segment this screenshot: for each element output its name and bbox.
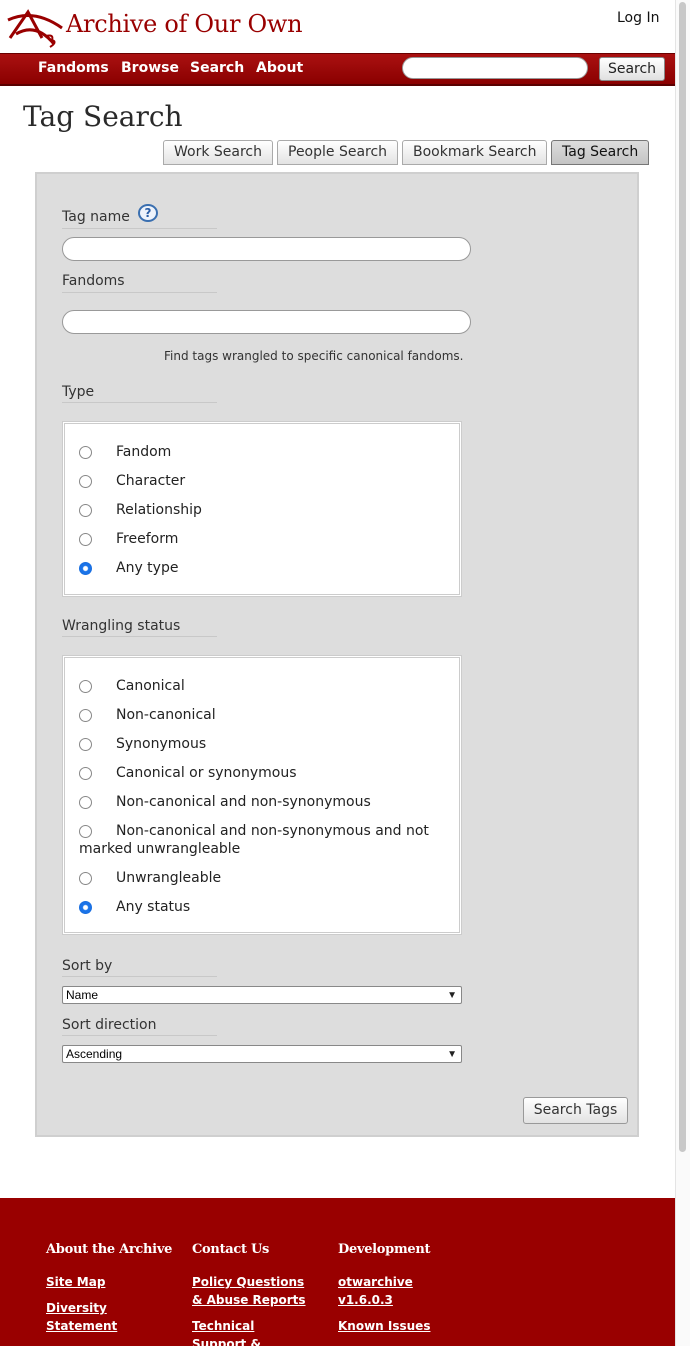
tab-people-search[interactable]: People Search bbox=[277, 140, 398, 165]
radio-label: Canonical or synonymous bbox=[116, 765, 297, 781]
radio-button[interactable] bbox=[79, 709, 92, 722]
footer-link-policy-questions[interactable]: Policy Questions & Abuse Reports bbox=[192, 1275, 306, 1307]
sort-direction-select[interactable] bbox=[62, 1045, 462, 1063]
radio-label: Character bbox=[116, 473, 186, 489]
footer-link-otwarchive-version[interactable]: otwarchive v1.6.0.3 bbox=[338, 1275, 413, 1307]
footer-link-diversity-statement[interactable]: Diversity Statement bbox=[46, 1301, 118, 1333]
site-search-input[interactable] bbox=[402, 57, 588, 79]
page-title: Tag Search bbox=[23, 100, 183, 133]
type-label: Type bbox=[62, 384, 95, 400]
help-icon[interactable]: ? bbox=[138, 204, 158, 222]
scrollbar-thumb[interactable] bbox=[679, 2, 686, 1152]
label-divider bbox=[62, 402, 217, 403]
sort-direction-label: Sort direction bbox=[62, 1017, 157, 1033]
page-scrollbar[interactable] bbox=[675, 0, 690, 1346]
nav-search[interactable]: Search bbox=[190, 60, 245, 76]
radio-label: Any status bbox=[116, 899, 191, 915]
radio-button[interactable] bbox=[79, 680, 92, 693]
footer-link-site-map[interactable]: Site Map bbox=[46, 1275, 106, 1289]
radio-button[interactable] bbox=[79, 901, 92, 914]
radio-label: Fandom bbox=[116, 444, 172, 460]
tab-tag-search[interactable]: Tag Search bbox=[551, 140, 649, 165]
radio-label: Synonymous bbox=[116, 736, 207, 752]
label-divider bbox=[62, 1035, 217, 1036]
sort-by-label: Sort by bbox=[62, 958, 113, 974]
footer-heading-about: About the Archive bbox=[46, 1242, 173, 1257]
tag-name-label: Tag name bbox=[62, 209, 130, 225]
radio-button[interactable] bbox=[79, 562, 92, 575]
radio-button[interactable] bbox=[79, 767, 92, 780]
chevron-down-icon: ▼ bbox=[447, 1049, 457, 1060]
label-divider bbox=[62, 228, 217, 229]
radio-button[interactable] bbox=[79, 533, 92, 546]
radio-label: Non-canonical bbox=[116, 707, 216, 723]
radio-label: Freeform bbox=[116, 531, 179, 547]
radio-button[interactable] bbox=[79, 796, 92, 809]
wrangling-status-options bbox=[62, 655, 462, 935]
label-divider bbox=[62, 636, 217, 637]
chevron-down-icon: ▼ bbox=[447, 990, 457, 1001]
tab-bookmark-search[interactable]: Bookmark Search bbox=[402, 140, 547, 165]
radio-label: Canonical bbox=[116, 678, 185, 694]
footer-heading-development: Development bbox=[338, 1242, 431, 1257]
radio-button[interactable] bbox=[79, 475, 92, 488]
type-options bbox=[62, 421, 462, 597]
radio-button[interactable] bbox=[79, 446, 92, 459]
sort-direction-value: Ascending bbox=[66, 1047, 123, 1061]
radio-button[interactable] bbox=[79, 738, 92, 751]
tag-name-input[interactable] bbox=[62, 237, 471, 261]
footer-link-known-issues[interactable]: Known Issues bbox=[338, 1319, 431, 1333]
sort-by-select[interactable] bbox=[62, 986, 462, 1004]
radio-button[interactable] bbox=[79, 872, 92, 885]
login-link[interactable]: Log In bbox=[617, 10, 660, 26]
fandoms-input[interactable] bbox=[62, 310, 471, 334]
radio-button[interactable] bbox=[79, 504, 92, 517]
site-search-button[interactable]: Search bbox=[599, 57, 665, 81]
tab-work-search[interactable]: Work Search bbox=[163, 140, 273, 165]
wrangling-status-label: Wrangling status bbox=[62, 618, 181, 634]
nav-fandoms[interactable]: Fandoms bbox=[38, 60, 109, 76]
site-title[interactable]: Archive of Our Own bbox=[66, 10, 303, 38]
nav-about[interactable]: About bbox=[256, 60, 304, 76]
radio-status-not-unwrangleable[interactable] bbox=[79, 823, 449, 861]
radio-label: Non-canonical and non-synonymous and not marked unwrangleable bbox=[79, 823, 429, 857]
footer bbox=[0, 1198, 676, 1369]
ao3-logo[interactable] bbox=[6, 4, 64, 48]
radio-label: Non-canonical and non-synonymous bbox=[116, 794, 371, 810]
fandoms-hint: Find tags wrangled to specific canonical fandoms. bbox=[164, 349, 464, 363]
main-nav bbox=[0, 53, 676, 86]
nav-browse[interactable]: Browse bbox=[121, 60, 179, 76]
footer-heading-contact: Contact Us bbox=[192, 1242, 269, 1257]
label-divider bbox=[62, 292, 217, 293]
search-tags-button[interactable]: Search Tags bbox=[523, 1097, 628, 1124]
radio-label: Relationship bbox=[116, 502, 202, 518]
sort-by-value: Name bbox=[66, 988, 99, 1002]
footer-link-technical-support[interactable]: Technical Support & Feedback bbox=[192, 1319, 261, 1369]
radio-label: Unwrangleable bbox=[116, 870, 222, 886]
label-divider bbox=[62, 976, 217, 977]
radio-label: Any type bbox=[116, 560, 179, 576]
fandoms-label: Fandoms bbox=[62, 273, 125, 289]
